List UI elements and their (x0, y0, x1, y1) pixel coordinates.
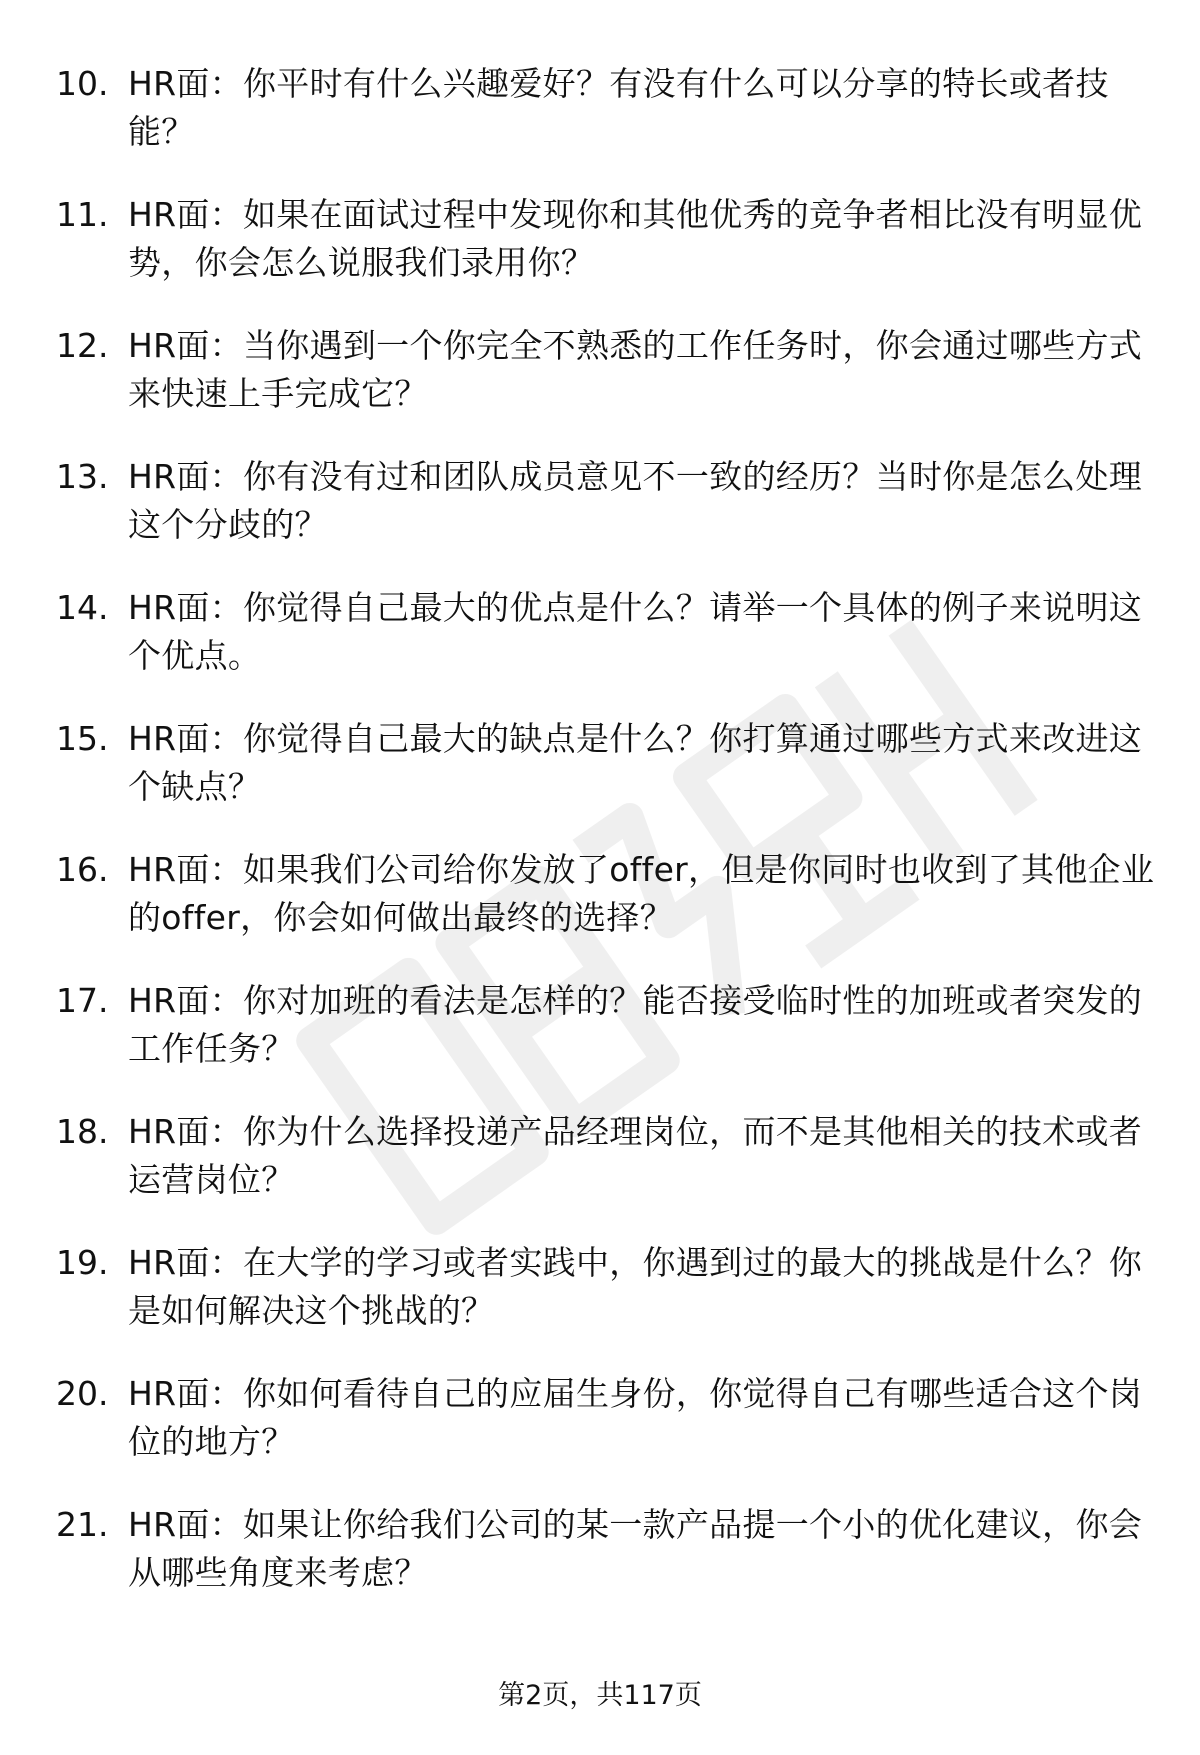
question-number: 21. (56, 1505, 109, 1544)
question-text: HR面：你觉得自己最大的优点是什么？请举一个具体的例子来说明这个优点。 (128, 588, 1143, 675)
question-item (0, 846, 1200, 977)
question-text: HR面：你如何看待自己的应届生身份，你觉得自己有哪些适合这个岗位的地方？ (128, 1374, 1143, 1461)
page-footer (0, 1678, 1200, 1714)
question-item (0, 322, 1200, 453)
question-number: 19. (56, 1243, 109, 1282)
question-text: HR面：你对加班的看法是怎样的？能否接受临时性的加班或者突发的工作任务？ (128, 981, 1143, 1068)
question-item (0, 60, 1200, 191)
question-number: 11. (56, 195, 109, 234)
question-number: 12. (56, 326, 109, 365)
question-item (0, 715, 1200, 846)
question-list (0, 60, 1200, 1632)
question-text: HR面：如果在面试过程中发现你和其他优秀的竞争者相比没有明显优势，你会怎么说服我们录用你？ (128, 195, 1143, 282)
question-item (0, 1108, 1200, 1239)
question-number: 16. (56, 850, 109, 889)
question-item (0, 584, 1200, 715)
question-item (0, 1501, 1200, 1632)
question-text: HR面：你觉得自己最大的缺点是什么？你打算通过哪些方式来改进这个缺点？ (128, 719, 1143, 806)
question-text: HR面：如果我们公司给你发放了offer，但是你同时也收到了其他企业的offer，你会如何做出最终的选择？ (128, 850, 1155, 937)
question-number: 20. (56, 1374, 109, 1413)
question-number: 13. (56, 457, 109, 496)
question-text: HR面：如果让你给我们公司的某一款产品提一个小的优化建议，你会从哪些角度来考虑？ (128, 1505, 1143, 1592)
question-number: 15. (56, 719, 109, 758)
question-text: HR面：在大学的学习或者实践中，你遇到过的最大的挑战是什么？你是如何解决这个挑战的？ (128, 1243, 1143, 1330)
question-item (0, 977, 1200, 1108)
question-text: HR面：当你遇到一个你完全不熟悉的工作任务时，你会通过哪些方式来快速上手完成它？ (128, 326, 1143, 413)
question-text: HR面：你有没有过和团队成员意见不一致的经历？当时你是怎么处理这个分歧的？ (128, 457, 1143, 544)
page-indicator: 第2页，共117页 (498, 1680, 702, 1711)
question-item (0, 191, 1200, 322)
question-item (0, 1370, 1200, 1501)
question-number: 10. (56, 64, 109, 103)
question-text: HR面：你平时有什么兴趣爱好？有没有什么可以分享的特长或者技能？ (128, 64, 1109, 151)
question-number: 14. (56, 588, 109, 627)
question-number: 18. (56, 1112, 109, 1151)
question-item (0, 453, 1200, 584)
question-text: HR面：你为什么选择投递产品经理岗位，而不是其他相关的技术或者运营岗位？ (128, 1112, 1143, 1199)
question-number: 17. (56, 981, 109, 1020)
question-item (0, 1239, 1200, 1370)
